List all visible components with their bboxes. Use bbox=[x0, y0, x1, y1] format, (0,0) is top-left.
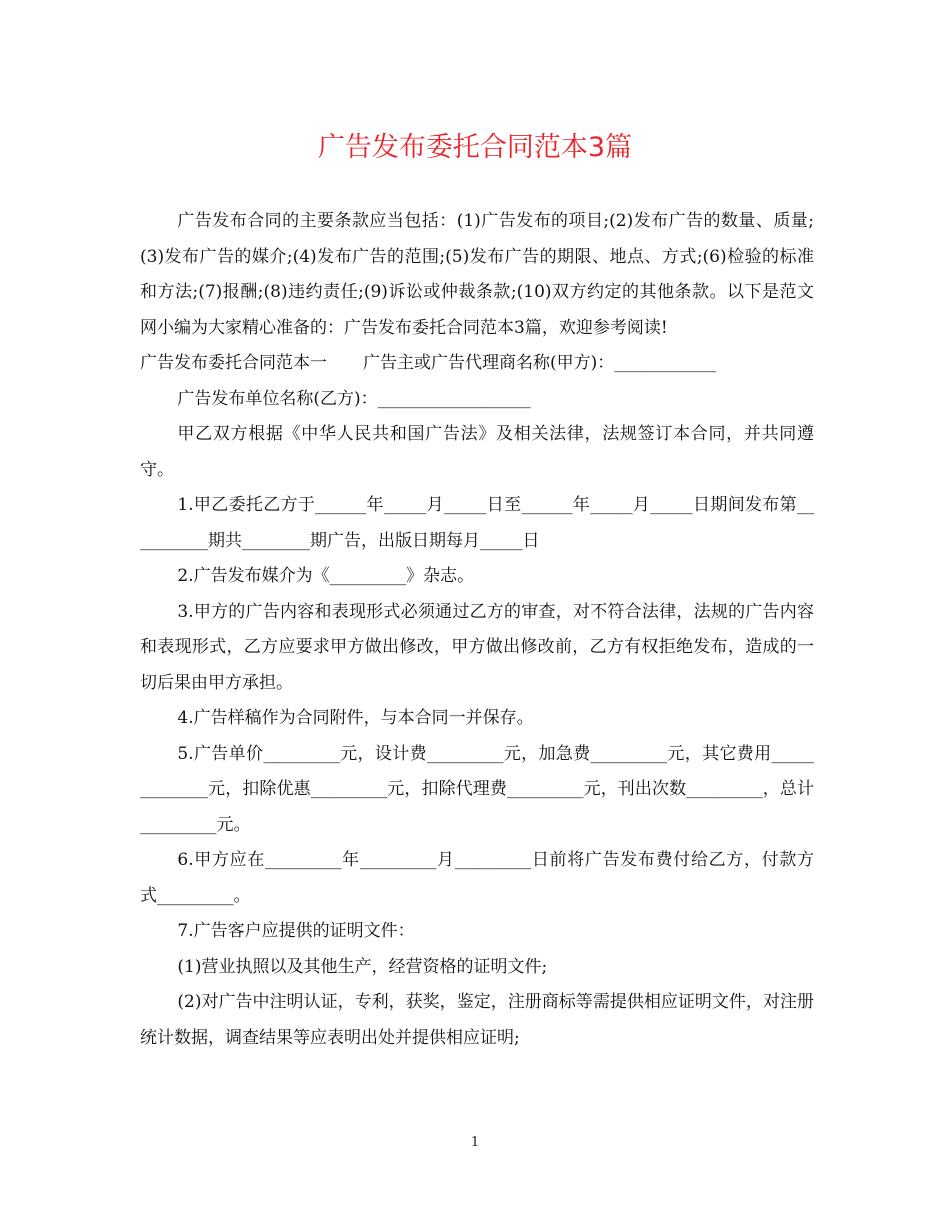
clause-2: 2.广告发布媒介为《_________》杂志。 bbox=[177, 566, 475, 586]
clause-1: 1.甲乙委托乙方于______年_____月_____日至______年_____月_____日期间发布第__________期共________期广告，出版日期每月_____日 bbox=[140, 495, 814, 551]
clause-5: 5.广告单价_________元，设计费_________元，加急费_________元，其它费用_____________元，扣除优惠_________元，扣除代理费_________元，刊出次数_________，总计_________元。 bbox=[140, 743, 814, 835]
clause-7-item-2: (2)对广告中注明认证，专利，获奖，鉴定，注册商标等需提供相应证明文件，对注册统计数据，调查结果等应表明出处并提供相应证明; bbox=[140, 992, 814, 1048]
document-body bbox=[140, 204, 814, 1056]
party-b-line: 广告发布单位名称(乙方)：__________________ bbox=[177, 388, 531, 409]
clause-6: 6.甲方应在_________年_________月_________日前将广告发布费付给乙方，付款方式_________。 bbox=[140, 850, 814, 906]
document-title: 广告发布委托合同范本3篇 bbox=[317, 132, 633, 163]
clause-4: 4.广告样稿作为合同附件，与本合同一并保存。 bbox=[177, 708, 534, 728]
section-heading-line bbox=[140, 346, 814, 382]
clause-7-item-1: (1)营业执照以及其他生产，经营资格的证明文件; bbox=[177, 956, 548, 977]
preamble-paragraph: 甲乙双方根据《中华人民共和国广告法》及相关法律，法规签订本合同，并共同遵守。 bbox=[140, 424, 814, 480]
page-number: 1 bbox=[470, 1135, 480, 1150]
section-heading: 广告发布委托合同范本一 bbox=[140, 353, 327, 373]
clause-3: 3.甲方的广告内容和表现形式必须通过乙方的审查，对不符合法律，法规的广告内容和表现形式，乙方应要求甲方做出修改，甲方做出修改前，乙方有权拒绝发布，造成的一切后果由甲方承担。 bbox=[140, 601, 814, 693]
intro-paragraph: 广告发布合同的主要条款应当包括：(1)广告发布的项目;(2)发布广告的数量、质量;(3)发布广告的媒介;(4)发布广告的范围;(5)发布广告的期限、地点、方式;(6)检验的标准和方法;(7)报酬;(8)违约责任;(9)诉讼或仲裁条款;(10)双方约定的其他条款。以下是范文网小编为大家精心准备的：广告发布委托合同范本3篇，欢迎参考阅读! bbox=[140, 211, 814, 338]
party-a-line: 广告主或广告代理商名称(甲方)：____________ bbox=[363, 353, 717, 373]
clause-7: 7.广告客户应提供的证明文件： bbox=[177, 921, 415, 941]
